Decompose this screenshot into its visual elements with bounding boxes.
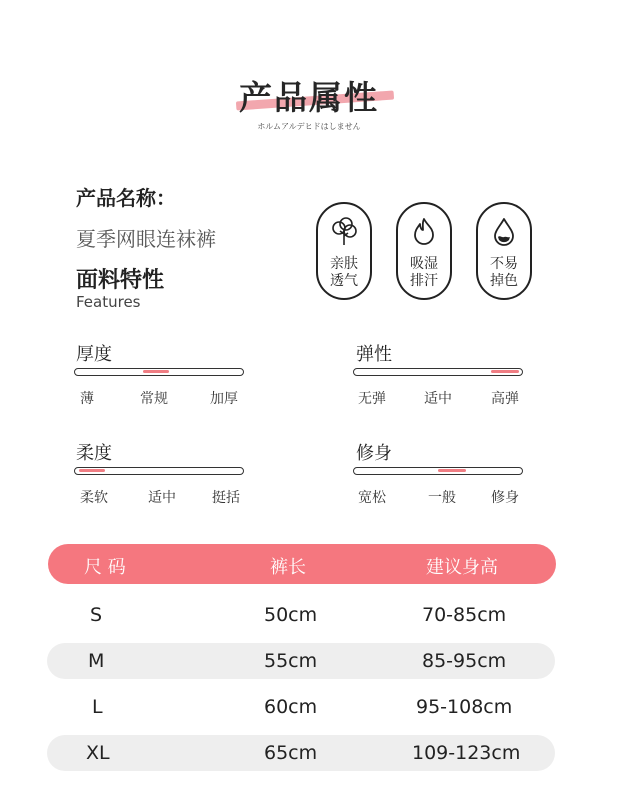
slider-fill-softness xyxy=(79,469,105,472)
features-subtitle: Features xyxy=(76,293,141,311)
table-cell: 95-108cm xyxy=(416,696,513,718)
slider-option: 高弹 xyxy=(491,391,519,407)
table-cell: 85-95cm xyxy=(422,650,507,672)
table-cell: XL xyxy=(86,742,110,764)
badge-label: 不易 掉色 xyxy=(490,256,518,289)
badge-label: 吸湿 排汗 xyxy=(410,256,438,289)
slider-option: 挺括 xyxy=(212,490,240,506)
table-cell: 65cm xyxy=(264,742,318,764)
slider-track-fit xyxy=(353,467,523,475)
slider-option: 常规 xyxy=(140,391,168,407)
features-title: 面料特性 xyxy=(76,268,165,293)
page-title: 产品属性 xyxy=(239,78,379,117)
flame-icon xyxy=(409,216,439,246)
badge-breathable xyxy=(316,202,372,300)
slider-option: 宽松 xyxy=(358,490,386,506)
slider-track-elasticity xyxy=(353,368,523,376)
table-cell: 60cm xyxy=(264,696,318,718)
table-cell: S xyxy=(90,604,103,626)
slider-title-thickness: 厚度 xyxy=(76,344,112,365)
slider-title-softness: 柔度 xyxy=(76,443,112,464)
table-cell: 55cm xyxy=(264,650,318,672)
product-name-value: 夏季网眼连袜裤 xyxy=(76,227,216,251)
tree-icon xyxy=(329,216,359,246)
slider-option: 无弹 xyxy=(358,391,386,407)
slider-option: 加厚 xyxy=(210,391,238,407)
droplet-icon xyxy=(489,216,519,246)
slider-fill-thickness xyxy=(143,370,169,373)
slider-track-thickness xyxy=(74,368,244,376)
slider-fill-elasticity xyxy=(491,370,519,373)
slider-fill-fit xyxy=(438,469,466,472)
table-header-length: 裤长 xyxy=(270,557,306,578)
slider-option: 薄 xyxy=(80,391,94,407)
slider-option: 适中 xyxy=(148,490,176,506)
slider-track-softness xyxy=(74,467,244,475)
title-block xyxy=(0,72,618,119)
table-cell: 70-85cm xyxy=(422,604,507,626)
page-subtitle: ホルムアルデヒドはしません xyxy=(257,122,361,131)
table-cell: 109-123cm xyxy=(412,742,521,764)
badge-colorfast xyxy=(476,202,532,300)
slider-option: 柔软 xyxy=(80,490,108,506)
slider-option: 修身 xyxy=(491,490,519,506)
product-name-label: 产品名称： xyxy=(76,186,176,210)
table-cell: L xyxy=(92,696,103,718)
badge-label: 亲肤 透气 xyxy=(330,256,358,289)
badge-moisture xyxy=(396,202,452,300)
table-header-height: 建议身高 xyxy=(426,557,498,578)
slider-option: 适中 xyxy=(424,391,452,407)
slider-option: 一般 xyxy=(428,490,456,506)
table-header-size: 尺 码 xyxy=(84,557,126,578)
slider-title-elasticity: 弹性 xyxy=(356,344,392,365)
table-cell: M xyxy=(88,650,105,672)
table-cell: 50cm xyxy=(264,604,318,626)
slider-title-fit: 修身 xyxy=(356,443,392,464)
